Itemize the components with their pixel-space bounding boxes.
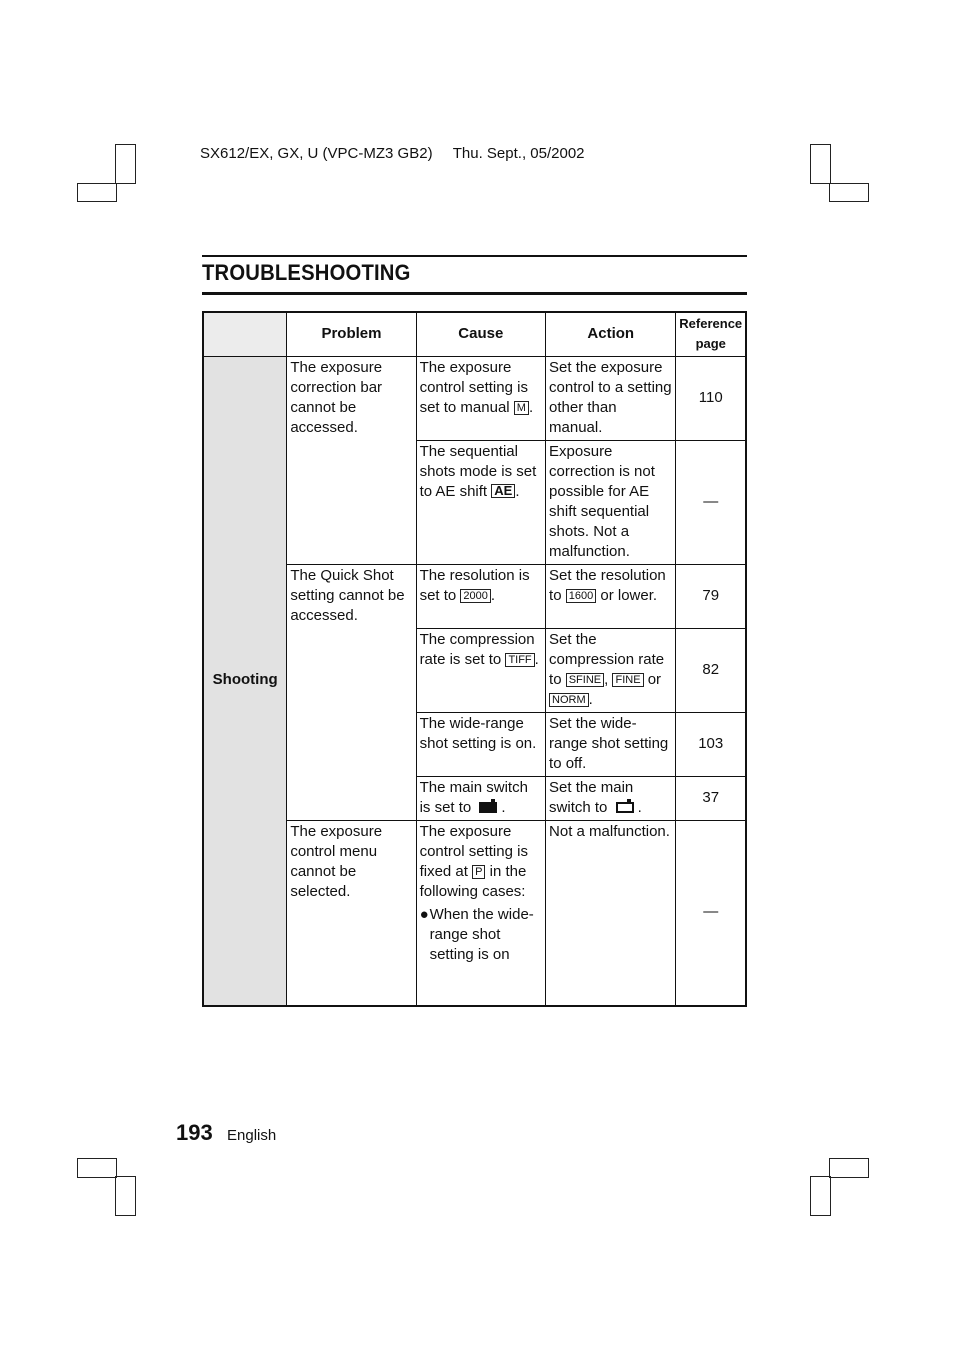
print-header <box>200 145 585 162</box>
action-cell: Not a malfunction. <box>546 820 676 1006</box>
page-number: 193 <box>176 1120 213 1145</box>
crop-mark <box>810 144 831 184</box>
action-cell: Set the compression rate to SFINE , FINE or NORM . <box>546 628 676 712</box>
cause-cell: The compression rate is set to TIFF . <box>416 628 545 712</box>
reference-cell: 37 <box>676 776 746 820</box>
reference-cell: — <box>676 820 746 1006</box>
tiff-icon: TIFF <box>505 653 534 667</box>
cause-cell: The exposure control setting is set to manual M . <box>416 356 545 440</box>
category-shooting: Shooting <box>203 356 287 1006</box>
normal-icon: NORM <box>549 693 589 707</box>
problem-cell: The exposure control menu cannot be selected. <box>287 820 416 1006</box>
cause-cell: The main switch is set to . <box>416 776 545 820</box>
action-cell: Set the resolution to 1600 or lower. <box>546 564 676 628</box>
reference-cell: — <box>676 440 746 564</box>
problem-cell: The Quick Shot setting cannot be accessed. <box>287 564 416 820</box>
crop-mark <box>115 1176 136 1216</box>
model-label: SX612/EX, GX, U (VPC-MZ3 GB2) <box>200 145 433 162</box>
crop-mark <box>77 183 117 202</box>
bullet-icon: ● <box>419 905 429 923</box>
crop-mark <box>829 183 869 202</box>
resolution-2000-icon: 2000 <box>460 589 490 603</box>
cause-cell: The wide-range shot setting is on. <box>416 712 545 776</box>
cause-cell: The resolution is set to 2000 . <box>416 564 545 628</box>
action-cell: Set the wide-range shot setting to off. <box>546 712 676 776</box>
header-action: Action <box>546 312 676 356</box>
table-row <box>203 356 746 440</box>
title-rule-top <box>202 255 747 257</box>
crop-mark <box>829 1158 869 1178</box>
ae-shift-icon: AE <box>491 484 515 498</box>
header-blank <box>203 312 287 356</box>
reference-cell: 79 <box>676 564 746 628</box>
reference-cell: 82 <box>676 628 746 712</box>
superfine-icon: SFINE <box>566 673 604 687</box>
action-cell: Set the exposure control to a setting other than manual. <box>546 356 676 440</box>
program-mode-icon: P <box>472 865 485 879</box>
reference-cell: 103 <box>676 712 746 776</box>
title-rule-bottom <box>202 292 747 295</box>
fine-icon: FINE <box>612 673 643 687</box>
action-cell: Set the main switch to . <box>546 776 676 820</box>
manual-mode-icon: M <box>514 401 529 415</box>
header-reference: Reference page <box>676 312 746 356</box>
problem-cell: The exposure correction bar cannot be accessed. <box>287 356 416 564</box>
cause-cell: The sequential shots mode is set to AE shift AE . <box>416 440 545 564</box>
page-language: English <box>227 1127 277 1144</box>
playback-camera-icon <box>479 802 497 813</box>
list-item: ● When the wide-range shot setting is on <box>419 905 534 963</box>
page-title: TROUBLESHOOTING <box>202 260 411 285</box>
header-cause: Cause <box>416 312 545 356</box>
action-cell: Exposure correction is not possible for AE shift sequential shots. Not a malfunction. <box>546 440 676 564</box>
crop-mark <box>810 1176 831 1216</box>
table-header-row <box>203 312 746 356</box>
header-problem: Problem <box>287 312 416 356</box>
shooting-camera-icon <box>616 802 634 813</box>
resolution-1600-icon: 1600 <box>566 589 596 603</box>
cause-cell: The exposure control setting is fixed at P in the following cases: ● When the wide-range shot setting is on <box>416 820 545 1006</box>
crop-mark <box>115 144 136 184</box>
date-label: Thu. Sept., 05/2002 <box>452 145 585 162</box>
crop-mark <box>77 1158 117 1178</box>
troubleshooting-table <box>202 311 747 1007</box>
reference-cell: 110 <box>676 356 746 440</box>
